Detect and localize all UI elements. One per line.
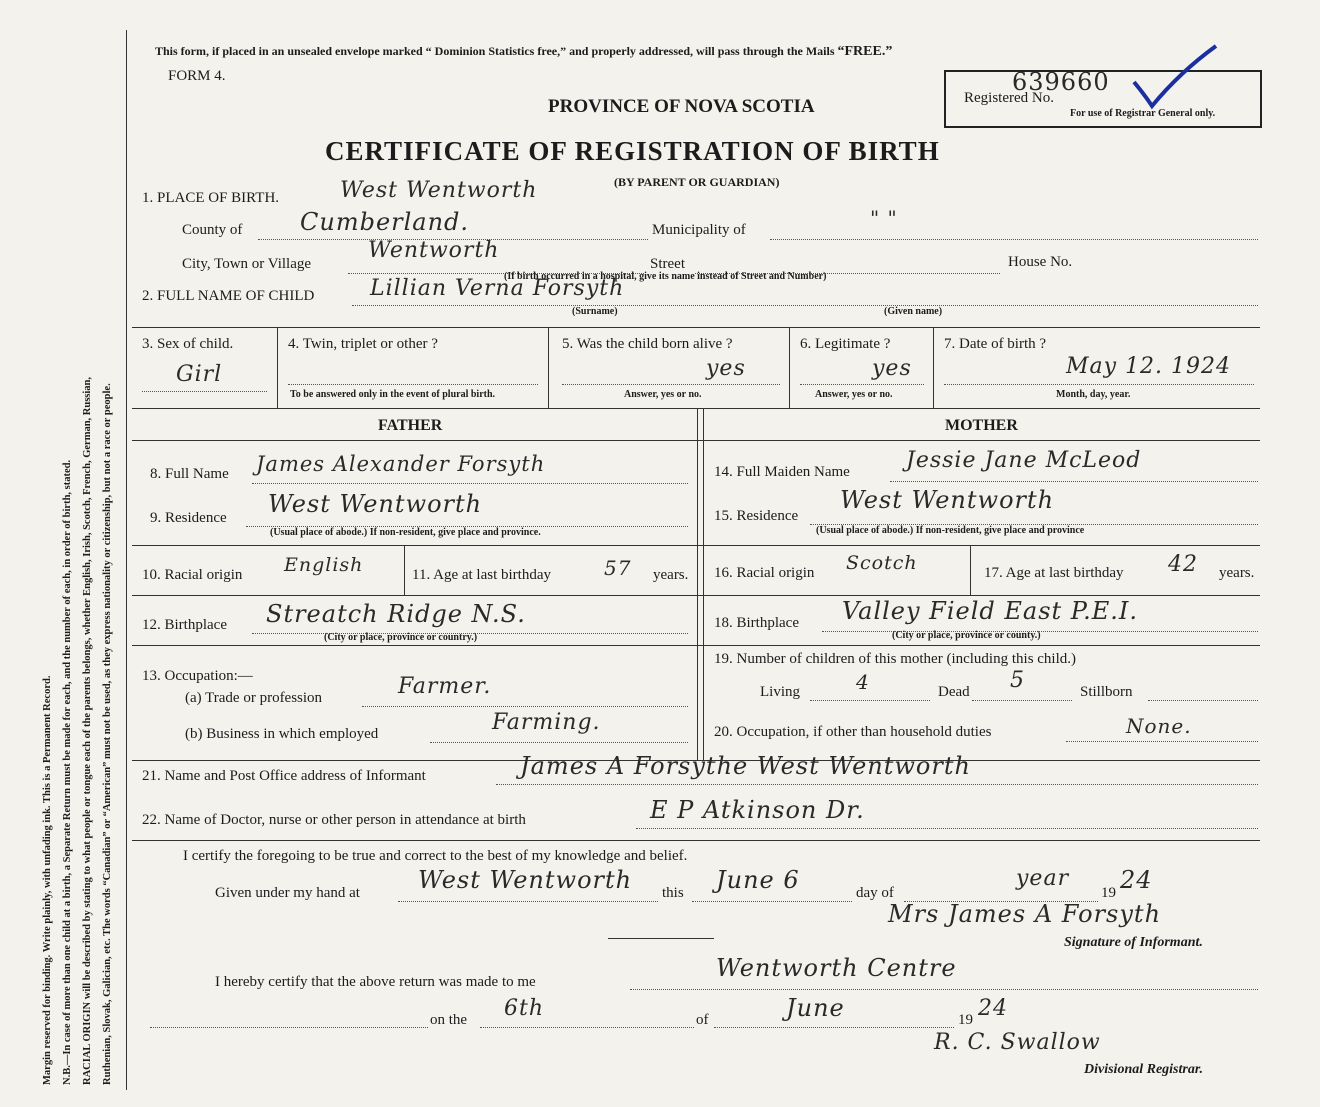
mother-racial-label: 16. Racial origin xyxy=(714,565,815,581)
county-label: County of xyxy=(182,222,243,238)
stillborn-label: Stillborn xyxy=(1080,684,1133,700)
date-of-birth-note: Month, day, year. xyxy=(1056,389,1131,400)
doctor-value: E P Atkinson Dr. xyxy=(650,796,865,824)
margin-rule xyxy=(126,30,127,1090)
father-heading: FATHER xyxy=(378,417,443,434)
mother-occupation-value: None. xyxy=(1126,714,1192,738)
father-name-value: James Alexander Forsyth xyxy=(256,452,546,476)
father-residence-label: 9. Residence xyxy=(150,510,227,526)
of-value: June xyxy=(786,994,845,1022)
date-of-birth-label: 7. Date of birth ? xyxy=(944,336,1047,352)
legitimate-label: 6. Legitimate ? xyxy=(800,336,891,352)
informant-value: James A Forsythe West Wentworth xyxy=(520,752,971,780)
page-subtitle: (BY PARENT OR GUARDIAN) xyxy=(614,175,780,189)
mother-age-unit: years. xyxy=(1219,565,1255,581)
father-racial-value: English xyxy=(284,554,364,576)
twin-label: 4. Twin, triplet or other ? xyxy=(288,336,438,352)
sex-value: Girl xyxy=(176,362,223,387)
county-value: Cumberland. xyxy=(300,208,470,236)
hospital-note: (If birth occurred in a hospital, give its name instead of Street and Number) xyxy=(504,271,827,282)
father-age-label: 11. Age at last birthday xyxy=(412,567,551,583)
check-mark-icon xyxy=(1130,42,1220,112)
place-of-birth-value: West Wentworth xyxy=(340,178,538,203)
return-made-place: Wentworth Centre xyxy=(716,954,957,982)
day-of-value: year xyxy=(1016,866,1070,891)
mother-occupation-label: 20. Occupation, if other than household duties xyxy=(714,724,992,740)
father-birthplace-value: Streatch Ridge N.S. xyxy=(266,600,526,628)
business-value: Farming. xyxy=(492,710,601,735)
mother-racial-value: Scotch xyxy=(846,552,918,574)
trade-value: Farmer. xyxy=(398,674,492,699)
mail-notice: This form, if placed in an unsealed envelope marked “ Dominion Statistics free,” and properly addressed, will pass through the Mails “FREE.” xyxy=(155,44,893,59)
mother-birthplace-note: (City or place, province or county.) xyxy=(892,630,1041,641)
municipality-value: " " xyxy=(870,206,898,230)
on-the-value: 6th xyxy=(504,996,545,1021)
children-count-label: 19. Number of children of this mother (including this child.) xyxy=(714,651,1077,667)
child-name-label: 2. FULL NAME OF CHILD xyxy=(142,288,315,304)
father-racial-label: 10. Racial origin xyxy=(142,567,243,583)
city-value: Wentworth xyxy=(368,238,500,263)
given-under-label: Given under my hand at xyxy=(215,885,360,901)
father-birthplace-note: (City or place, province or country.) xyxy=(324,632,478,643)
mother-heading: MOTHER xyxy=(945,417,1018,434)
mother-residence-label: 15. Residence xyxy=(714,508,799,524)
street-label: Street xyxy=(650,256,685,272)
father-birthplace-label: 12. Birthplace xyxy=(142,617,227,633)
born-alive-note: Answer, yes or no. xyxy=(624,389,702,400)
year2-value: 24 xyxy=(978,996,1008,1021)
mother-birthplace-label: 18. Birthplace xyxy=(714,615,799,631)
registrar-use-note: For use of Registrar General only. xyxy=(1070,108,1216,119)
father-age-value: 57 xyxy=(604,556,632,580)
date-of-birth-value: May 12. 1924 xyxy=(1066,354,1232,379)
mother-residence-note: (Usual place of abode.) If non-resident, give place and province xyxy=(816,525,1085,536)
city-label: City, Town or Village xyxy=(182,256,312,272)
return-made-label: I hereby certify that the above return was made to me xyxy=(215,974,536,990)
mother-residence-value: West Wentworth xyxy=(840,486,1055,514)
registrar-label: Divisional Registrar. xyxy=(1084,1062,1204,1077)
margin-text-3: RACIAL ORIGIN will be described by stating to what people or tongue each of the parents belongs, whether English, Irish, Scotch, French, German, Russian, xyxy=(82,376,93,1085)
of-label: of xyxy=(696,1012,709,1028)
given-name-note: (Given name) xyxy=(884,306,943,317)
father-residence-note: (Usual place of abode.) If non-resident, give place and province. xyxy=(270,527,541,538)
dead-label: Dead xyxy=(938,684,970,700)
trade-label: (a) Trade or profession xyxy=(185,690,323,706)
mother-name-label: 14. Full Maiden Name xyxy=(714,464,850,480)
year-value: 24 xyxy=(1120,866,1153,894)
certify-statement: I certify the foregoing to be true and correct to the best of my knowledge and belief. xyxy=(183,848,688,864)
living-label: Living xyxy=(760,684,800,700)
year2-prefix: 19 xyxy=(958,1012,973,1028)
registered-no-label: Registered No. xyxy=(964,90,1054,106)
mother-birthplace-value: Valley Field East P.E.I. xyxy=(842,597,1138,625)
sex-label: 3. Sex of child. xyxy=(142,336,234,352)
year-prefix: 19 xyxy=(1101,885,1116,901)
this-label: this xyxy=(662,885,684,901)
house-no-label: House No. xyxy=(1008,254,1073,270)
given-under-place: West Wentworth xyxy=(418,866,633,894)
twin-note: To be answered only in the event of plural birth. xyxy=(290,389,496,400)
child-name-value: Lillian Verna Forsyth xyxy=(370,276,625,301)
mother-name-value: Jessie Jane McLeod xyxy=(906,448,1142,473)
informant-label: 21. Name and Post Office address of Informant xyxy=(142,768,426,784)
father-age-unit: years. xyxy=(653,567,689,583)
born-alive-value: yes xyxy=(706,356,746,381)
municipality-label: Municipality of xyxy=(652,222,746,238)
day-of-label: day of xyxy=(856,885,894,901)
form-number: FORM 4. xyxy=(168,68,226,84)
province-heading: PROVINCE OF NOVA SCOTIA xyxy=(548,96,815,117)
legitimate-note: Answer, yes or no. xyxy=(815,389,893,400)
born-alive-label: 5. Was the child born alive ? xyxy=(562,336,733,352)
surname-note: (Surname) xyxy=(572,306,618,317)
dead-value: 5 xyxy=(1010,668,1025,693)
father-name-label: 8. Full Name xyxy=(150,466,229,482)
father-residence-value: West Wentworth xyxy=(268,490,483,518)
mother-age-value: 42 xyxy=(1168,552,1198,577)
place-of-birth-label: 1. PLACE OF BIRTH. xyxy=(142,190,280,206)
on-the-label: on the xyxy=(430,1012,468,1028)
business-label: (b) Business in which employed xyxy=(185,726,379,742)
page-title: CERTIFICATE OF REGISTRATION OF BIRTH xyxy=(325,136,940,166)
registered-no-value: 639660 xyxy=(1012,68,1110,96)
registrar-signature: R. C. Swallow xyxy=(934,1030,1101,1055)
margin-text-4: Ruthenian, Slovak, Galician, etc. The words “Canadian” or “American” must not be used, as they express nationality or citizenship, but not a race or people. xyxy=(102,383,113,1085)
informant-signature: Mrs James A Forsyth xyxy=(888,900,1162,928)
informant-signature-label: Signature of Informant. xyxy=(1064,935,1203,950)
occupation-label: 13. Occupation:— xyxy=(142,668,253,684)
margin-text-2: N.B.—In case of more than one child at a birth, a Separate Return must be made for each, and the number of each, in order of birth, stated. xyxy=(62,459,73,1085)
mother-age-label: 17. Age at last birthday xyxy=(984,565,1124,581)
legitimate-value: yes xyxy=(872,356,912,381)
this-value: June 6 xyxy=(716,866,800,894)
margin-text-1: Margin reserved for binding. Write plainly, with unfading ink. This is a Permanent Record. xyxy=(42,675,53,1085)
doctor-label: 22. Name of Doctor, nurse or other person in attendance at birth xyxy=(142,812,526,828)
living-value: 4 xyxy=(856,670,870,694)
